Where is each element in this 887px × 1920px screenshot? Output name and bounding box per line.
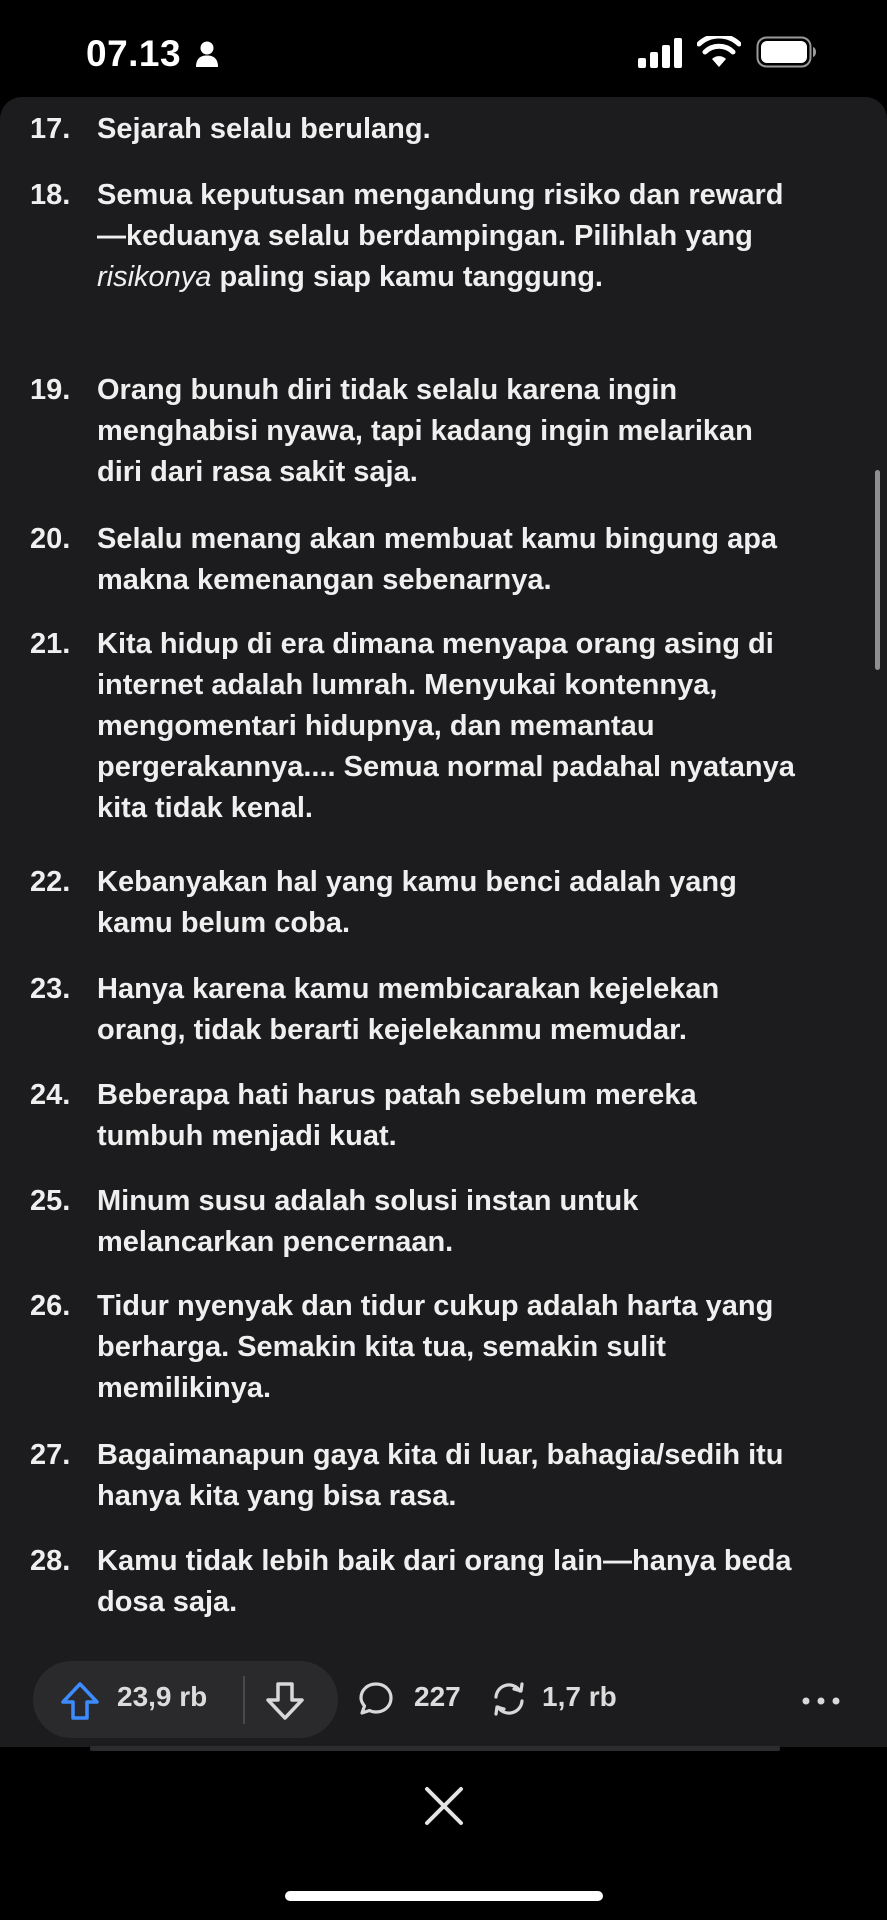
- item-number: 27.: [30, 1439, 71, 1471]
- battery-icon: [756, 36, 818, 68]
- upvote-arrow-icon[interactable]: [60, 1681, 100, 1721]
- item-number: 24.: [30, 1079, 71, 1111]
- scrollbar[interactable]: [875, 470, 880, 670]
- item-number: 20.: [30, 523, 71, 555]
- more-options-button[interactable]: [801, 1680, 841, 1720]
- item-number: 23.: [30, 973, 71, 1005]
- downvote-arrow-icon[interactable]: [265, 1681, 305, 1721]
- comment-button[interactable]: [358, 1675, 468, 1725]
- item-text: Kebanyakan hal yang kamu benci adalah yang kamu belum coba.: [97, 866, 737, 939]
- item-text: Orang bunuh diri tidak selalu karena ingin menghabisi nyawa, tapi kadang ingin melarikan diri dari rasa sakit saja.: [97, 374, 753, 488]
- item-text: Hanya karena kamu membicarakan kejelekan orang, tidak berarti kejelekanmu memudar.: [97, 973, 720, 1046]
- repost-cycle-icon: [488, 1679, 530, 1719]
- upvote-count: 23,9 rb: [117, 1681, 208, 1712]
- repost-button[interactable]: [488, 1675, 638, 1725]
- post-card[interactable]: [0, 97, 887, 1747]
- item-text: Minum susu adalah solusi instan untuk melancarkan pencernaan.: [97, 1185, 639, 1258]
- vote-divider: [243, 1676, 245, 1724]
- close-x-icon[interactable]: [418, 1780, 470, 1832]
- comment-bubble-icon: [358, 1681, 394, 1717]
- next-content-peek: [90, 1746, 780, 1751]
- item-text: Sejarah selalu berulang.: [97, 113, 431, 145]
- vote-pill: [33, 1661, 338, 1738]
- home-indicator[interactable]: [285, 1891, 603, 1901]
- item-number: 25.: [30, 1185, 71, 1217]
- more-dots-icon: [801, 1696, 841, 1706]
- wifi-icon: [697, 36, 741, 68]
- item-number: 18.: [30, 179, 71, 211]
- item-number: 19.: [30, 374, 71, 406]
- item-number: 21.: [30, 628, 71, 660]
- item-number: 28.: [30, 1545, 71, 1577]
- item-text: Semua keputusan mengandung risiko dan reward—keduanya selalu berdampingan. Pilihlah yang risikonya paling siap kamu tanggung.: [97, 179, 784, 293]
- person-icon: [195, 40, 219, 68]
- item-text: Kita hidup di era dimana menyapa orang asing di internet adalah lumrah. Menyukai kontennya, mengomentari hidupnya, dan memantau pergerakannya.... Semua normal padahal nyatanya kita tidak kenal.: [97, 628, 795, 824]
- item-text: Tidur nyenyak dan tidur cukup adalah harta yang berharga. Semakin kita tua, semakin sulit memilikinya.: [97, 1290, 774, 1404]
- signal-icon: [637, 38, 685, 68]
- comment-count: 227: [414, 1681, 461, 1712]
- item-text: Kamu tidak lebih baik dari orang lain—hanya beda dosa saja.: [97, 1545, 792, 1618]
- italic-emphasis: risikonya: [97, 261, 212, 293]
- status-time: 07.13: [86, 33, 182, 74]
- repost-count: 1,7 rb: [542, 1681, 617, 1712]
- status-bar: [0, 0, 887, 96]
- item-text: Selalu menang akan membuat kamu bingung apa makna kemenangan sebenarnya.: [97, 523, 778, 596]
- item-number: 26.: [30, 1290, 71, 1322]
- item-text: Beberapa hati harus patah sebelum mereka tumbuh menjadi kuat.: [97, 1079, 697, 1152]
- item-number: 22.: [30, 866, 71, 898]
- item-number: 17.: [30, 113, 71, 145]
- item-text: Bagaimanapun gaya kita di luar, bahagia/sedih itu hanya kita yang bisa rasa.: [97, 1439, 784, 1512]
